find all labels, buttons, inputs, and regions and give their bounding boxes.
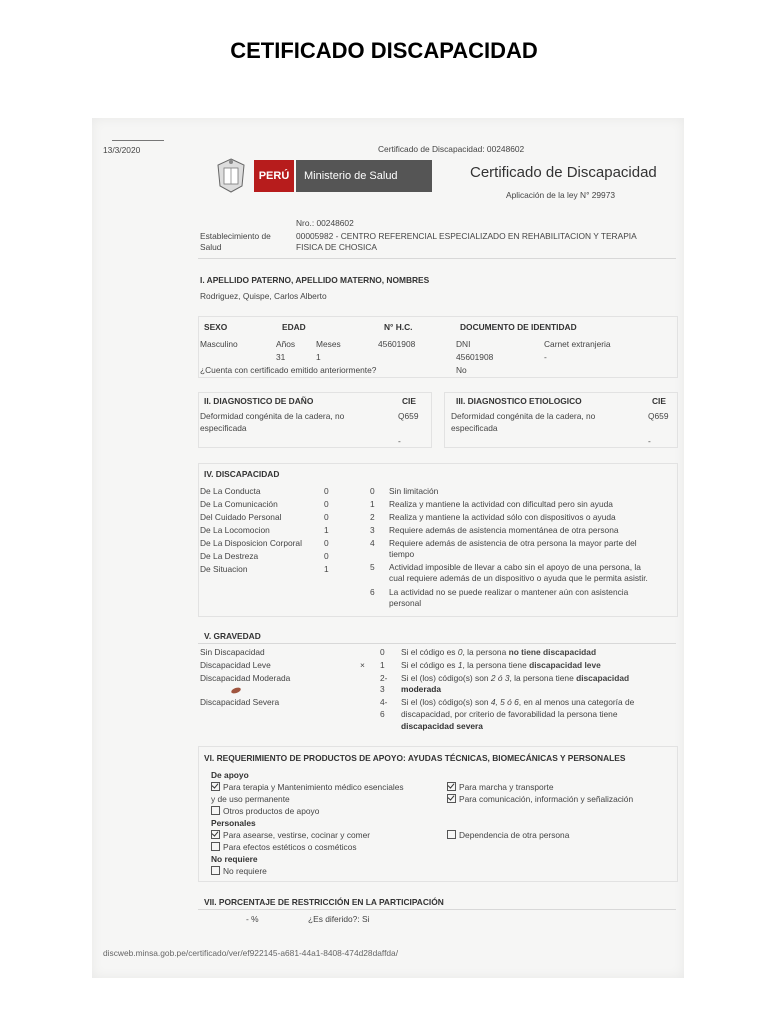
section-3-cie: CIE bbox=[652, 396, 666, 406]
gravedad-rule-3b: discapacidad, por criterio de favorabilidad la persona tiene bbox=[401, 709, 618, 719]
gravedad-level: Discapacidad Leve bbox=[200, 660, 271, 670]
scale-text: Requiere además de asistencia de otra persona la mayor parte del bbox=[389, 538, 637, 548]
apoyo-comunicacion: Para comunicación, información y señalización bbox=[447, 794, 633, 804]
gravedad-rule-1: Si el código es 1, la persona tiene discapacidad leve bbox=[401, 660, 601, 670]
selected-mark-icon: × bbox=[360, 660, 365, 670]
divider bbox=[198, 643, 676, 644]
divider bbox=[198, 258, 676, 259]
apoyo-otros: Otros productos de apoyo bbox=[211, 806, 319, 816]
doc-type: DNI bbox=[456, 339, 471, 349]
scale-code: 1 bbox=[370, 499, 375, 509]
gravedad-code: 4- bbox=[380, 697, 388, 707]
discapacidad-item-label: De Situacion bbox=[200, 564, 248, 574]
establishment-label-2: Salud bbox=[200, 242, 222, 252]
establishment-label: Establecimiento de bbox=[200, 231, 271, 241]
section-2-cie: CIE bbox=[402, 396, 416, 406]
discapacidad-item-label: Del Cuidado Personal bbox=[200, 512, 282, 522]
prior-certificate-answer: No bbox=[456, 365, 467, 375]
gravedad-code: 3 bbox=[380, 684, 385, 694]
section-2-title: II. DIAGNOSTICO DE DAÑO bbox=[204, 396, 314, 406]
header-edad: EDAD bbox=[282, 322, 306, 332]
gravedad-rule-2: Si el (los) código(s) son 2 ó 3, la persona tiene discapacidad bbox=[401, 673, 630, 683]
certificate-number: Nro.: 00248602 bbox=[296, 218, 354, 228]
prior-certificate-question: ¿Cuenta con certificado emitido anteriormente? bbox=[200, 365, 377, 375]
apoyo-marcha: Para marcha y transporte bbox=[447, 782, 554, 792]
gravedad-rule-0: Si el código es 0, la persona no tiene discapacidad bbox=[401, 647, 597, 657]
personales-asearse: Para asearse, vestirse, cocinar y comer bbox=[211, 830, 370, 840]
certificate-title: Certificado de Discapacidad bbox=[470, 164, 657, 181]
scale-text: Sin limitación bbox=[389, 486, 439, 496]
discapacidad-item-value: 0 bbox=[324, 538, 329, 548]
discapacidad-item-label: De La Locomocion bbox=[200, 525, 270, 535]
certificate-reference: Certificado de Discapacidad: 00248602 bbox=[378, 144, 525, 154]
scale-text: Requiere además de asistencia momentánea de otra persona bbox=[389, 525, 619, 535]
section-6-title: VI. REQUERIMIENTO DE PRODUCTOS DE APOYO: AYUDAS TÉCNICAS, BIOMECÁNICAS Y PERSONALES bbox=[204, 753, 626, 763]
personales-esteticos: Para efectos estéticos o cosméticos bbox=[211, 842, 357, 852]
full-name: Rodriguez, Quispe, Carlos Alberto bbox=[200, 291, 327, 301]
scale-code: 5 bbox=[370, 562, 375, 572]
scale-code: 3 bbox=[370, 525, 375, 535]
checkbox-empty-icon bbox=[211, 842, 220, 851]
scale-text-2: personal bbox=[389, 598, 422, 608]
gravedad-rule-3c: discapacidad severa bbox=[401, 721, 483, 731]
carnet-value: - bbox=[544, 352, 547, 362]
footer-url: discweb.minsa.gob.pe/certificado/ver/ef922145-a681-44a1-8408-474d28daffda/ bbox=[103, 948, 399, 958]
section-7-title: VII. PORCENTAJE DE RESTRICCIÓN EN LA PARTICIPACIÓN bbox=[204, 897, 444, 907]
header-sexo: SEXO bbox=[204, 322, 228, 332]
gravedad-level: Discapacidad Moderada bbox=[200, 673, 291, 683]
date-underline bbox=[112, 140, 164, 141]
scale-text: La actividad no se puede realizar o mantener aún con asistencia bbox=[389, 587, 629, 597]
section-4-title: IV. DISCAPACIDAD bbox=[204, 469, 280, 479]
apoyo-terapia: Para terapia y Mantenimiento médico esenciales bbox=[211, 782, 404, 792]
checkbox-empty-icon bbox=[211, 806, 220, 815]
peru-coat-of-arms-icon bbox=[214, 156, 248, 194]
discapacidad-item-label: De La Disposicion Corporal bbox=[200, 538, 302, 548]
ministry-brand: Ministerio de Salud bbox=[296, 160, 432, 192]
section-3-title: III. DIAGNOSTICO ETIOLOGICO bbox=[456, 396, 582, 406]
hc-value: 45601908 bbox=[378, 339, 416, 349]
diag-etiologico-dash: - bbox=[648, 436, 651, 446]
diag-dano-text-2: especificada bbox=[200, 423, 247, 433]
scale-code: 6 bbox=[370, 587, 375, 597]
anos-value: 31 bbox=[276, 352, 286, 362]
personales-dependencia: Dependencia de otra persona bbox=[447, 830, 569, 840]
establishment-name-2: FISICA DE CHOSICA bbox=[296, 242, 377, 252]
scale-text-2: cual requiere además de un dispositivo o ayuda que le permita asistir. bbox=[389, 573, 648, 583]
gravedad-code: 6 bbox=[380, 709, 385, 719]
no-requiere-heading: No requiere bbox=[211, 854, 258, 864]
apoyo-terapia-2: y de uso permanente bbox=[211, 794, 290, 804]
gravedad-level: Discapacidad Severa bbox=[200, 697, 280, 707]
checkbox-empty-icon bbox=[447, 830, 456, 839]
section-5-title: V. GRAVEDAD bbox=[204, 631, 261, 641]
scale-code: 0 bbox=[370, 486, 375, 496]
meses-value: 1 bbox=[316, 352, 321, 362]
checkbox-empty-icon bbox=[211, 866, 220, 875]
discapacidad-item-label: De La Comunicación bbox=[200, 499, 278, 509]
no-requiere-option: No requiere bbox=[211, 866, 267, 876]
meses-label: Meses bbox=[316, 339, 341, 349]
carnet-label: Carnet extranjeria bbox=[544, 339, 611, 349]
restriction-percent: - % bbox=[246, 914, 259, 924]
diag-dano-dash: - bbox=[398, 436, 401, 446]
checkbox-checked-icon bbox=[211, 830, 220, 839]
diag-etiologico-text-2: especificada bbox=[451, 423, 498, 433]
scale-code: 2 bbox=[370, 512, 375, 522]
diag-dano-text: Deformidad congénita de la cadera, no bbox=[200, 411, 345, 421]
checkbox-checked-icon bbox=[447, 782, 456, 791]
anos-label: Años bbox=[276, 339, 296, 349]
law-reference: Aplicación de la ley N° 29973 bbox=[506, 190, 616, 200]
apoyo-heading: De apoyo bbox=[211, 770, 249, 780]
diag-dano-cie: Q659 bbox=[398, 411, 419, 421]
discapacidad-item-value: 1 bbox=[324, 525, 329, 535]
discapacidad-item-value: 0 bbox=[324, 512, 329, 522]
scale-code: 4 bbox=[370, 538, 375, 548]
scale-text: Actividad imposible de llevar a cabo sin el apoyo de una persona, la bbox=[389, 562, 641, 572]
gravedad-rule-2b: moderada bbox=[401, 684, 442, 694]
establishment-name: 00005982 - CENTRO REFERENCIAL ESPECIALIZADO EN REHABILITACION Y TERAPIA bbox=[296, 231, 637, 241]
checkbox-checked-icon bbox=[211, 782, 220, 791]
discapacidad-item-value: 0 bbox=[324, 551, 329, 561]
diag-etiologico-text: Deformidad congénita de la cadera, no bbox=[451, 411, 596, 421]
header-hc: N° H.C. bbox=[384, 322, 413, 332]
discapacidad-item-value: 0 bbox=[324, 499, 329, 509]
discapacidad-item-label: De La Destreza bbox=[200, 551, 259, 561]
section-1-title: I. APELLIDO PATERNO, APELLIDO MATERNO, NOMBRES bbox=[200, 275, 430, 285]
print-date: 13/3/2020 bbox=[103, 145, 141, 155]
diag-etiologico-cie: Q659 bbox=[648, 411, 669, 421]
scale-text: Realiza y mantiene la actividad con dificultad pero sin ayuda bbox=[389, 499, 613, 509]
gravedad-code: 1 bbox=[380, 660, 385, 670]
divider bbox=[198, 909, 676, 910]
gravedad-code: 0 bbox=[380, 647, 385, 657]
header-documento: DOCUMENTO DE IDENTIDAD bbox=[460, 322, 577, 332]
scale-text-2: tiempo bbox=[389, 549, 415, 559]
doc-number: 45601908 bbox=[456, 352, 494, 362]
gravedad-code: 2- bbox=[380, 673, 388, 683]
peru-brand: PERÚ bbox=[254, 160, 294, 192]
discapacidad-item-value: 1 bbox=[324, 564, 329, 574]
gravedad-level: Sin Discapacidad bbox=[200, 647, 265, 657]
checkbox-checked-icon bbox=[447, 794, 456, 803]
gravedad-rule-3: Si el (los) código(s) son 4, 5 ó 6, en al menos una categoría de bbox=[401, 697, 635, 707]
sexo-value: Masculino bbox=[200, 339, 238, 349]
page-title: CETIFICADO DISCAPACIDAD bbox=[230, 38, 538, 63]
scale-text: Realiza y mantiene la actividad sólo con dispositivos o ayuda bbox=[389, 512, 616, 522]
discapacidad-item-value: 0 bbox=[324, 486, 329, 496]
personales-heading: Personales bbox=[211, 818, 256, 828]
is-deferred: ¿Es diferido?: Si bbox=[308, 914, 370, 924]
discapacidad-item-label: De La Conducta bbox=[200, 486, 261, 496]
